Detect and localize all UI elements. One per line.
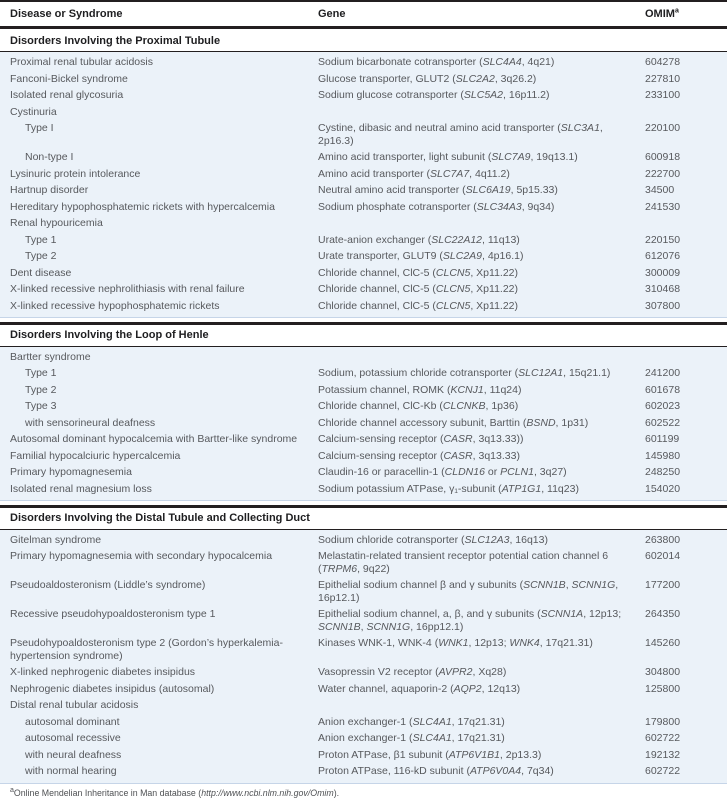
omim-cell: 220100 [645, 122, 681, 134]
table-row [0, 199, 727, 216]
gene-cell: Epithelial sodium channel β and γ subunits (SCNN1B, SCNN1G, 16p12.1) [318, 579, 619, 604]
omim-cell: 241530 [645, 200, 681, 213]
disease-cell: Gitelman syndrome [10, 533, 102, 546]
table-row [0, 281, 727, 298]
table-row [0, 464, 727, 481]
table-row [0, 398, 727, 415]
gene-cell: Chloride channel, ClC-Kb (CLCNKB, 1p36) [318, 400, 519, 412]
disease-cell: Isolated renal glycosuria [10, 89, 124, 101]
disease-cell: with neural deafness [25, 748, 122, 761]
omim-cell: 145260 [645, 637, 681, 649]
disease-cell: X-linked nephrogenic diabetes insipidus [10, 666, 196, 678]
table-row [0, 365, 727, 382]
table-row [0, 182, 727, 199]
table-row [0, 431, 727, 448]
disease-cell: Recessive pseudohypoaldosteronism type 1 [10, 608, 216, 620]
omim-footnote-marker: a [674, 7, 679, 15]
gene-cell: Sodium phosphate cotransporter (SLC34A3, 9q34) [318, 200, 555, 213]
section-title: Disorders Involving the Proximal Tubule [0, 31, 727, 53]
disease-cell: autosomal dominant [25, 715, 120, 728]
gene-cell: Urate transporter, GLUT9 (SLC2A9, 4p16.1) [318, 250, 524, 262]
disease-cell: Pseudohypoaldosteronism type 2 (Gordon’s hyperkalemia-hypertension syndrome) [10, 637, 283, 662]
gene-cell: Glucose transporter, GLUT2 (SLC2A2, 3q26.2) [318, 72, 537, 85]
omim-cell: 177200 [645, 579, 681, 591]
gene-cell: Amino acid transporter, light subunit (SLC7A9, 19q13.1) [318, 151, 578, 163]
table-row [0, 763, 727, 780]
table-row [0, 664, 727, 681]
omim-cell: 307800 [645, 299, 681, 312]
omim-cell: 233100 [645, 89, 681, 101]
omim-cell: 220150 [645, 233, 681, 246]
omim-cell: 602722 [645, 732, 681, 744]
table-sections [0, 31, 727, 784]
gene-cell: Sodium glucose cotransporter (SLC5A2, 16p11.2) [318, 89, 550, 101]
disease-cell: Cystinuria [10, 105, 57, 118]
disease-cell: autosomal recessive [25, 732, 121, 744]
table-row [0, 298, 727, 315]
table-row [0, 120, 727, 149]
disease-cell: Primary hypomagnesemia [10, 466, 132, 478]
gene-cell: Anion exchanger-1 (SLC4A1, 17q21.31) [318, 715, 505, 728]
disease-cell: Hereditary hypophosphatemic rickets with hypercalcemia [10, 200, 275, 213]
disease-cell: Type 1 [25, 367, 57, 379]
disease-cell: Non-type I [25, 151, 74, 163]
disease-cell: with sensorineural deafness [25, 416, 156, 429]
gene-cell: Anion exchanger-1 (SLC4A1, 17q21.31) [318, 732, 505, 744]
table-row [0, 382, 727, 399]
gene-cell: Sodium chloride cotransporter (SLC12A3, 16q13) [318, 533, 548, 546]
gene-cell: Kinases WNK-1, WNK-4 (WNK1, 12p13; WNK4, 17q21.31) [318, 637, 593, 649]
section-title: Disorders Involving the Loop of Henle [0, 322, 727, 347]
omim-cell: 604278 [645, 56, 681, 68]
omim-cell: 179800 [645, 715, 681, 728]
omim-cell: 192132 [645, 748, 681, 761]
table-row [0, 635, 727, 664]
disease-cell: Type 1 [25, 233, 57, 246]
disease-cell: X-linked recessive hypophosphatemic rickets [10, 299, 220, 312]
omim-cell: 154020 [645, 482, 681, 495]
omim-cell: 263800 [645, 533, 681, 546]
omim-cell: 227810 [645, 72, 681, 85]
disease-cell: Autosomal dominant hypocalcemia with Bartter-like syndrome [10, 433, 298, 445]
table-section [0, 505, 727, 784]
gene-cell: Sodium, potassium chloride cotransporter (SLC12A1, 15q21.1) [318, 367, 611, 379]
omim-cell: 602722 [645, 765, 681, 777]
omim-label: OMIM [645, 8, 675, 20]
disease-cell: Familial hypocalciuric hypercalcemia [10, 449, 181, 462]
disease-cell: Type I [25, 122, 54, 134]
omim-cell: 601678 [645, 383, 681, 396]
disease-cell: X-linked recessive nephrolithiasis with renal failure [10, 283, 245, 295]
disease-cell: Hartnup disorder [10, 184, 89, 196]
table-section [0, 31, 727, 319]
disease-cell: Pseudoaldosteronism (Liddle’s syndrome) [10, 579, 206, 591]
table-row [0, 349, 727, 366]
disease-cell: Proximal renal tubular acidosis [10, 56, 153, 68]
table-row [0, 87, 727, 104]
omim-cell: 602023 [645, 400, 681, 412]
disease-cell: Type 2 [25, 383, 57, 396]
table-row [0, 71, 727, 88]
gene-cell: Proton ATPase, 116-kD subunit (ATP6V0A4, 7q34) [318, 765, 554, 777]
gene-cell: Sodium bicarbonate cotransporter (SLC4A4, 4q21) [318, 56, 555, 68]
column-header-omim [645, 8, 727, 21]
gene-cell: Melastatin-related transient receptor potential cation channel 6 (TRPM6, 9q22) [318, 550, 609, 575]
section-rows [0, 530, 727, 784]
table-row [0, 606, 727, 635]
table-row [0, 104, 727, 121]
omim-cell: 602014 [645, 550, 681, 562]
table-row [0, 548, 727, 577]
table-row [0, 448, 727, 465]
gene-cell: Vasopressin V2 receptor (AVPR2, Xq28) [318, 666, 507, 678]
disease-cell: Isolated renal magnesium loss [10, 482, 152, 495]
omim-cell: 222700 [645, 167, 681, 180]
disease-cell: Renal hypouricemia [10, 217, 103, 229]
table-row [0, 681, 727, 698]
table-row [0, 714, 727, 731]
disease-cell: Dent disease [10, 266, 72, 279]
footnote-marker: a [10, 786, 14, 794]
omim-cell: 241200 [645, 367, 681, 379]
omim-cell: 264350 [645, 608, 681, 620]
table-row [0, 54, 727, 71]
table-section [0, 322, 727, 501]
section-title: Disorders Involving the Distal Tubule and Collecting Duct [0, 505, 727, 530]
omim-cell: 125800 [645, 682, 681, 695]
gene-cell: Urate-anion exchanger (SLC22A12, 11q13) [318, 233, 520, 246]
gene-cell: Chloride channel, ClC-5 (CLCN5, Xp11.22) [318, 283, 518, 295]
gene-cell: Proton ATPase, β1 subunit (ATP6V1B1, 2p13.3) [318, 748, 542, 761]
gene-cell: Water channel, aquaporin-2 (AQP2, 12q13) [318, 682, 521, 695]
omim-cell: 310468 [645, 283, 681, 295]
gene-cell: Claudin-16 or paracellin-1 (CLDN16 or PCLN1, 3q27) [318, 466, 567, 478]
table-row [0, 248, 727, 265]
gene-cell: Neutral amino acid transporter (SLC6A19, 5p15.33) [318, 184, 558, 196]
table-row [0, 166, 727, 183]
omim-cell: 145980 [645, 449, 681, 462]
table-row [0, 215, 727, 232]
disease-cell: Lysinuric protein intolerance [10, 167, 141, 180]
table-row [0, 265, 727, 282]
gene-cell: Calcium-sensing receptor (CASR, 3q13.33)) [318, 433, 524, 445]
column-header-gene: Gene [318, 8, 346, 20]
gene-cell: Potassium channel, ROMK (KCNJ1, 11q24) [318, 383, 522, 396]
table-footnote [0, 784, 727, 799]
table-row [0, 577, 727, 606]
table-row [0, 149, 727, 166]
omim-cell: 600918 [645, 151, 681, 163]
gene-cell: Cystine, dibasic and neutral amino acid transporter (SLC3A1, 2p16.3) [318, 122, 603, 147]
gene-cell: Amino acid transporter (SLC7A7, 4q11.2) [318, 167, 510, 180]
omim-cell: 248250 [645, 466, 681, 478]
table-row [0, 532, 727, 549]
table-row [0, 415, 727, 432]
section-rows [0, 52, 727, 318]
table-row [0, 730, 727, 747]
column-header-disease: Disease or Syndrome [10, 8, 123, 20]
omim-cell: 300009 [645, 266, 681, 279]
disease-cell: Type 3 [25, 400, 57, 412]
omim-cell: 304800 [645, 666, 681, 678]
footnote-text: Online Mendelian Inheritance in Man database (http://www.ncbi.nlm.nih.gov/Omim). [13, 787, 340, 798]
disease-cell: Bartter syndrome [10, 350, 91, 363]
omim-cell: 34500 [645, 184, 675, 196]
disease-cell: Nephrogenic diabetes insipidus (autosomal) [10, 682, 215, 695]
section-rows [0, 347, 727, 502]
table-row [0, 747, 727, 764]
disease-cell: with normal hearing [25, 765, 117, 777]
gene-cell: Chloride channel accessory subunit, Barttin (BSND, 1p31) [318, 416, 589, 429]
table-row [0, 481, 727, 498]
omim-cell: 601199 [645, 433, 680, 445]
disease-cell: Type 2 [25, 250, 57, 262]
omim-cell: 612076 [645, 250, 681, 262]
gene-cell: Chloride channel, ClC-5 (CLCN5, Xp11.22) [318, 266, 518, 279]
gene-cell: Chloride channel, ClC-5 (CLCN5, Xp11.22) [318, 299, 518, 312]
gene-cell: Epithelial sodium channel, a, β, and γ subunits (SCNN1A, 12p13; SCNN1B, SCNN1G, 16pp12.1) [318, 608, 622, 633]
gene-cell: Sodium potassium ATPase, γ₁-subunit (ATP1G1, 11q23) [318, 482, 579, 495]
disease-cell: Fanconi-Bickel syndrome [10, 72, 128, 85]
disease-cell: Distal renal tubular acidosis [10, 699, 139, 711]
table-row [0, 232, 727, 249]
table-row [0, 697, 727, 714]
disease-cell: Primary hypomagnesemia with secondary hypocalcemia [10, 550, 273, 562]
table-header-row [0, 0, 727, 29]
gene-cell: Calcium-sensing receptor (CASR, 3q13.33) [318, 449, 520, 462]
omim-cell: 602522 [645, 416, 681, 429]
